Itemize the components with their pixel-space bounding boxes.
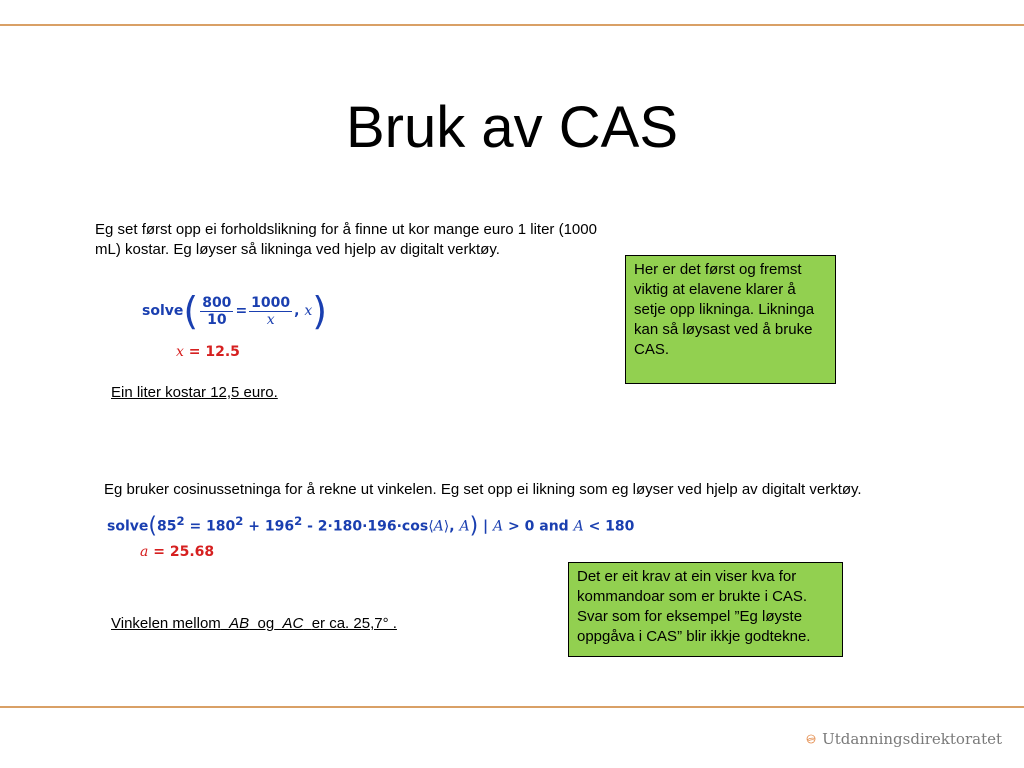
result-value: = 12.5	[188, 344, 240, 360]
cas-exponent: 2	[235, 514, 244, 528]
bottom-rule	[0, 706, 1024, 708]
cas-comma: ,	[294, 303, 300, 319]
cas-number: 85	[156, 518, 177, 535]
cas-close-paren: )	[312, 289, 328, 333]
udir-logo-icon	[806, 724, 816, 754]
cas-solve-expression-2	[107, 514, 634, 538]
cas-angle-variable: A	[433, 518, 444, 535]
result-value: = 25.68	[153, 544, 215, 560]
cas-variable: x	[304, 303, 313, 319]
result-variable: a	[140, 544, 149, 560]
top-rule	[0, 24, 1024, 26]
segment-ab: AB	[229, 615, 250, 632]
segment-ac: AC	[282, 615, 304, 632]
cas-exponent: 2	[176, 514, 185, 528]
fraction-numerator: 1000	[251, 294, 291, 311]
cas-result-2	[140, 544, 214, 560]
cas-condition: > 0 and	[503, 518, 574, 535]
cas-condition-variable: A	[573, 518, 584, 535]
udir-logo	[806, 720, 1002, 758]
cas-term: + 196	[243, 518, 295, 535]
slide-title: Bruk av CAS	[346, 95, 678, 160]
udir-logo-text: Utdanningsdirektoratet	[822, 730, 1002, 748]
teacher-note-2	[568, 562, 843, 657]
fraction-numerator: 800	[202, 294, 232, 311]
cas-solve-expression-1	[142, 289, 328, 333]
cas-comma: ,	[449, 518, 460, 535]
cas-open-paren: (	[148, 513, 157, 539]
teacher-note-1: Her er det først og fremst viktig at elavene klarer å setje opp likninga. Likninga kan så løysast ved å bruke CAS.	[625, 255, 836, 384]
cas-angle-bracket-close: ⟩	[443, 518, 450, 535]
note-line-1: Det er eit krav at ein viser kva for kommandoar som er brukte i CAS.	[577, 568, 808, 605]
result-sentence-2	[111, 614, 397, 634]
cas-condition: < 180	[583, 518, 635, 535]
result-sentence-1: Ein liter kostar 12,5 euro.	[111, 384, 278, 401]
cas-variable: A	[459, 518, 470, 535]
cas-result-1	[176, 344, 240, 360]
note-line-2: Svar som for eksempel ”Eg løyste oppgåva i CAS” blir ikkje godtekne.	[577, 608, 811, 645]
cas-condition-bar: |	[483, 518, 489, 535]
cas-fraction-left	[200, 295, 233, 328]
cas-exponent: 2	[294, 514, 303, 528]
fraction-denominator: 10	[207, 311, 227, 328]
result-variable: x	[176, 344, 184, 360]
result-suffix: er ca. 25,7° .	[311, 615, 397, 632]
cas-equals: = 180	[184, 518, 236, 535]
result-conjunction: og	[257, 615, 275, 632]
cas-equals: =	[235, 303, 248, 319]
intro-paragraph-2: Eg bruker cosinussetninga for å rekne ut vinkelen. Eg set opp ei likning som eg løyser ved hjelp av digitalt verktøy.	[104, 481, 862, 498]
cas-command: solve	[142, 303, 184, 319]
result-prefix: Vinkelen mellom	[111, 615, 221, 632]
fraction-denominator: x	[266, 311, 275, 328]
cas-condition-variable: A	[493, 518, 504, 535]
cas-close-paren: )	[469, 513, 479, 539]
cas-angle-bracket-open: ⟨	[428, 518, 434, 535]
cas-command: solve	[107, 518, 149, 535]
cas-fraction-right	[249, 295, 292, 328]
intro-paragraph-1: Eg set først opp ei forholdslikning for å finne ut kor mange euro 1 liter (1000 mL) kostar. Eg løyser så likninga ved hjelp av digitalt verktøy.	[95, 221, 597, 258]
cas-open-paren: (	[183, 289, 199, 333]
cas-term: - 2·180·196·cos	[302, 518, 429, 535]
